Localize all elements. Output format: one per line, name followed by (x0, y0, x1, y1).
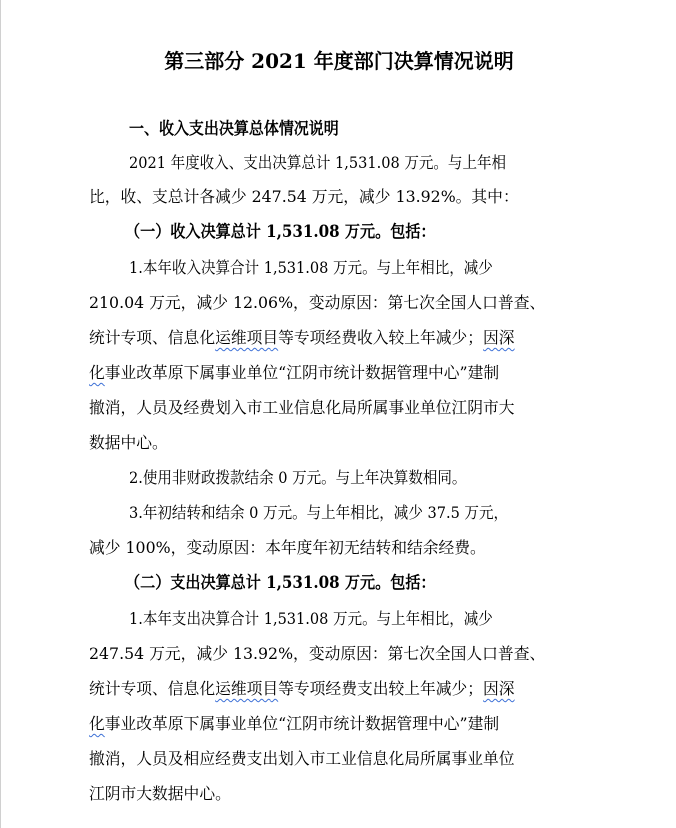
income-item-1-line-4 (89, 358, 601, 388)
section-heading-income-expense: 一、收入支出决算总体情况说明 (129, 119, 339, 138)
text-run: 事业改革原下属事业单位“江阴市统计数据管理中心”建制 (104, 363, 500, 382)
document-title: 第三部分 2021 年度部门决算情况说明 (164, 49, 514, 73)
text-run: 等专项经费支出较上年减少； (278, 679, 484, 698)
income-item-1-line-2: 210.04 万元，减少 12.06%，变动原因：第七次全国人口普查、 (89, 293, 546, 312)
text-run: 统计专项、信息化 (89, 679, 216, 698)
expense-item-1-line-3 (89, 674, 601, 704)
income-item-2: 2.使用非财政拨款结余 0 万元。与上年决算数相同。 (129, 468, 467, 487)
spellcheck-underlined-text: 因深 (483, 328, 515, 347)
paragraph-overview-line-1: 2021 年度收入、支出决算总计 1,531.08 万元。与上年相 (129, 153, 507, 172)
income-item-1-line-5: 撤消，人员及经费划入市工业信息化局所属事业单位江阴市大 (89, 398, 515, 417)
spellcheck-underlined-text: 运维项目 (215, 328, 279, 347)
text-run: 统计专项、信息化 (89, 328, 216, 347)
income-item-1-line-1: 1.本年收入决算合计 1,531.08 万元。与上年相比，减少 (129, 258, 493, 277)
spellcheck-underlined-text: 运维项目 (215, 679, 279, 698)
income-item-1-line-6: 数据中心。 (89, 433, 168, 452)
expense-item-1-line-4 (89, 709, 601, 739)
text-run: 等专项经费收入较上年减少； (278, 328, 484, 347)
spellcheck-underlined-text: 化 (89, 363, 105, 382)
paragraph-overview-line-2: 比，收、支总计各减少 247.54 万元，减少 13.92%。其中： (89, 187, 519, 206)
income-item-1-line-3 (89, 323, 601, 353)
expense-item-1-line-6: 江阴市大数据中心。 (89, 784, 231, 803)
expense-total-heading: （二）支出决算总计 1,531.08 万元。包括： (125, 573, 436, 592)
expense-item-1-line-5: 撤消，人员及相应经费支出划入市工业信息化局所属事业单位 (89, 749, 515, 768)
expense-item-1-line-1: 1.本年支出决算合计 1,531.08 万元。与上年相比，减少 (129, 609, 493, 628)
spellcheck-underlined-text: 化 (89, 714, 105, 733)
spellcheck-underlined-text: 因深 (483, 679, 515, 698)
expense-item-1-line-2: 247.54 万元，减少 13.92%，变动原因：第七次全国人口普查、 (89, 644, 546, 663)
text-run: 事业改革原下属事业单位“江阴市统计数据管理中心”建制 (104, 714, 500, 733)
income-total-heading: （一）收入决算总计 1,531.08 万元。包括： (125, 222, 436, 241)
income-item-3-line-1: 3.年初结转和结余 0 万元。与上年相比，减少 37.5 万元， (129, 503, 509, 522)
income-item-3-line-2: 减少 100%，变动原因：本年度年初无结转和结余经费。 (89, 538, 486, 557)
